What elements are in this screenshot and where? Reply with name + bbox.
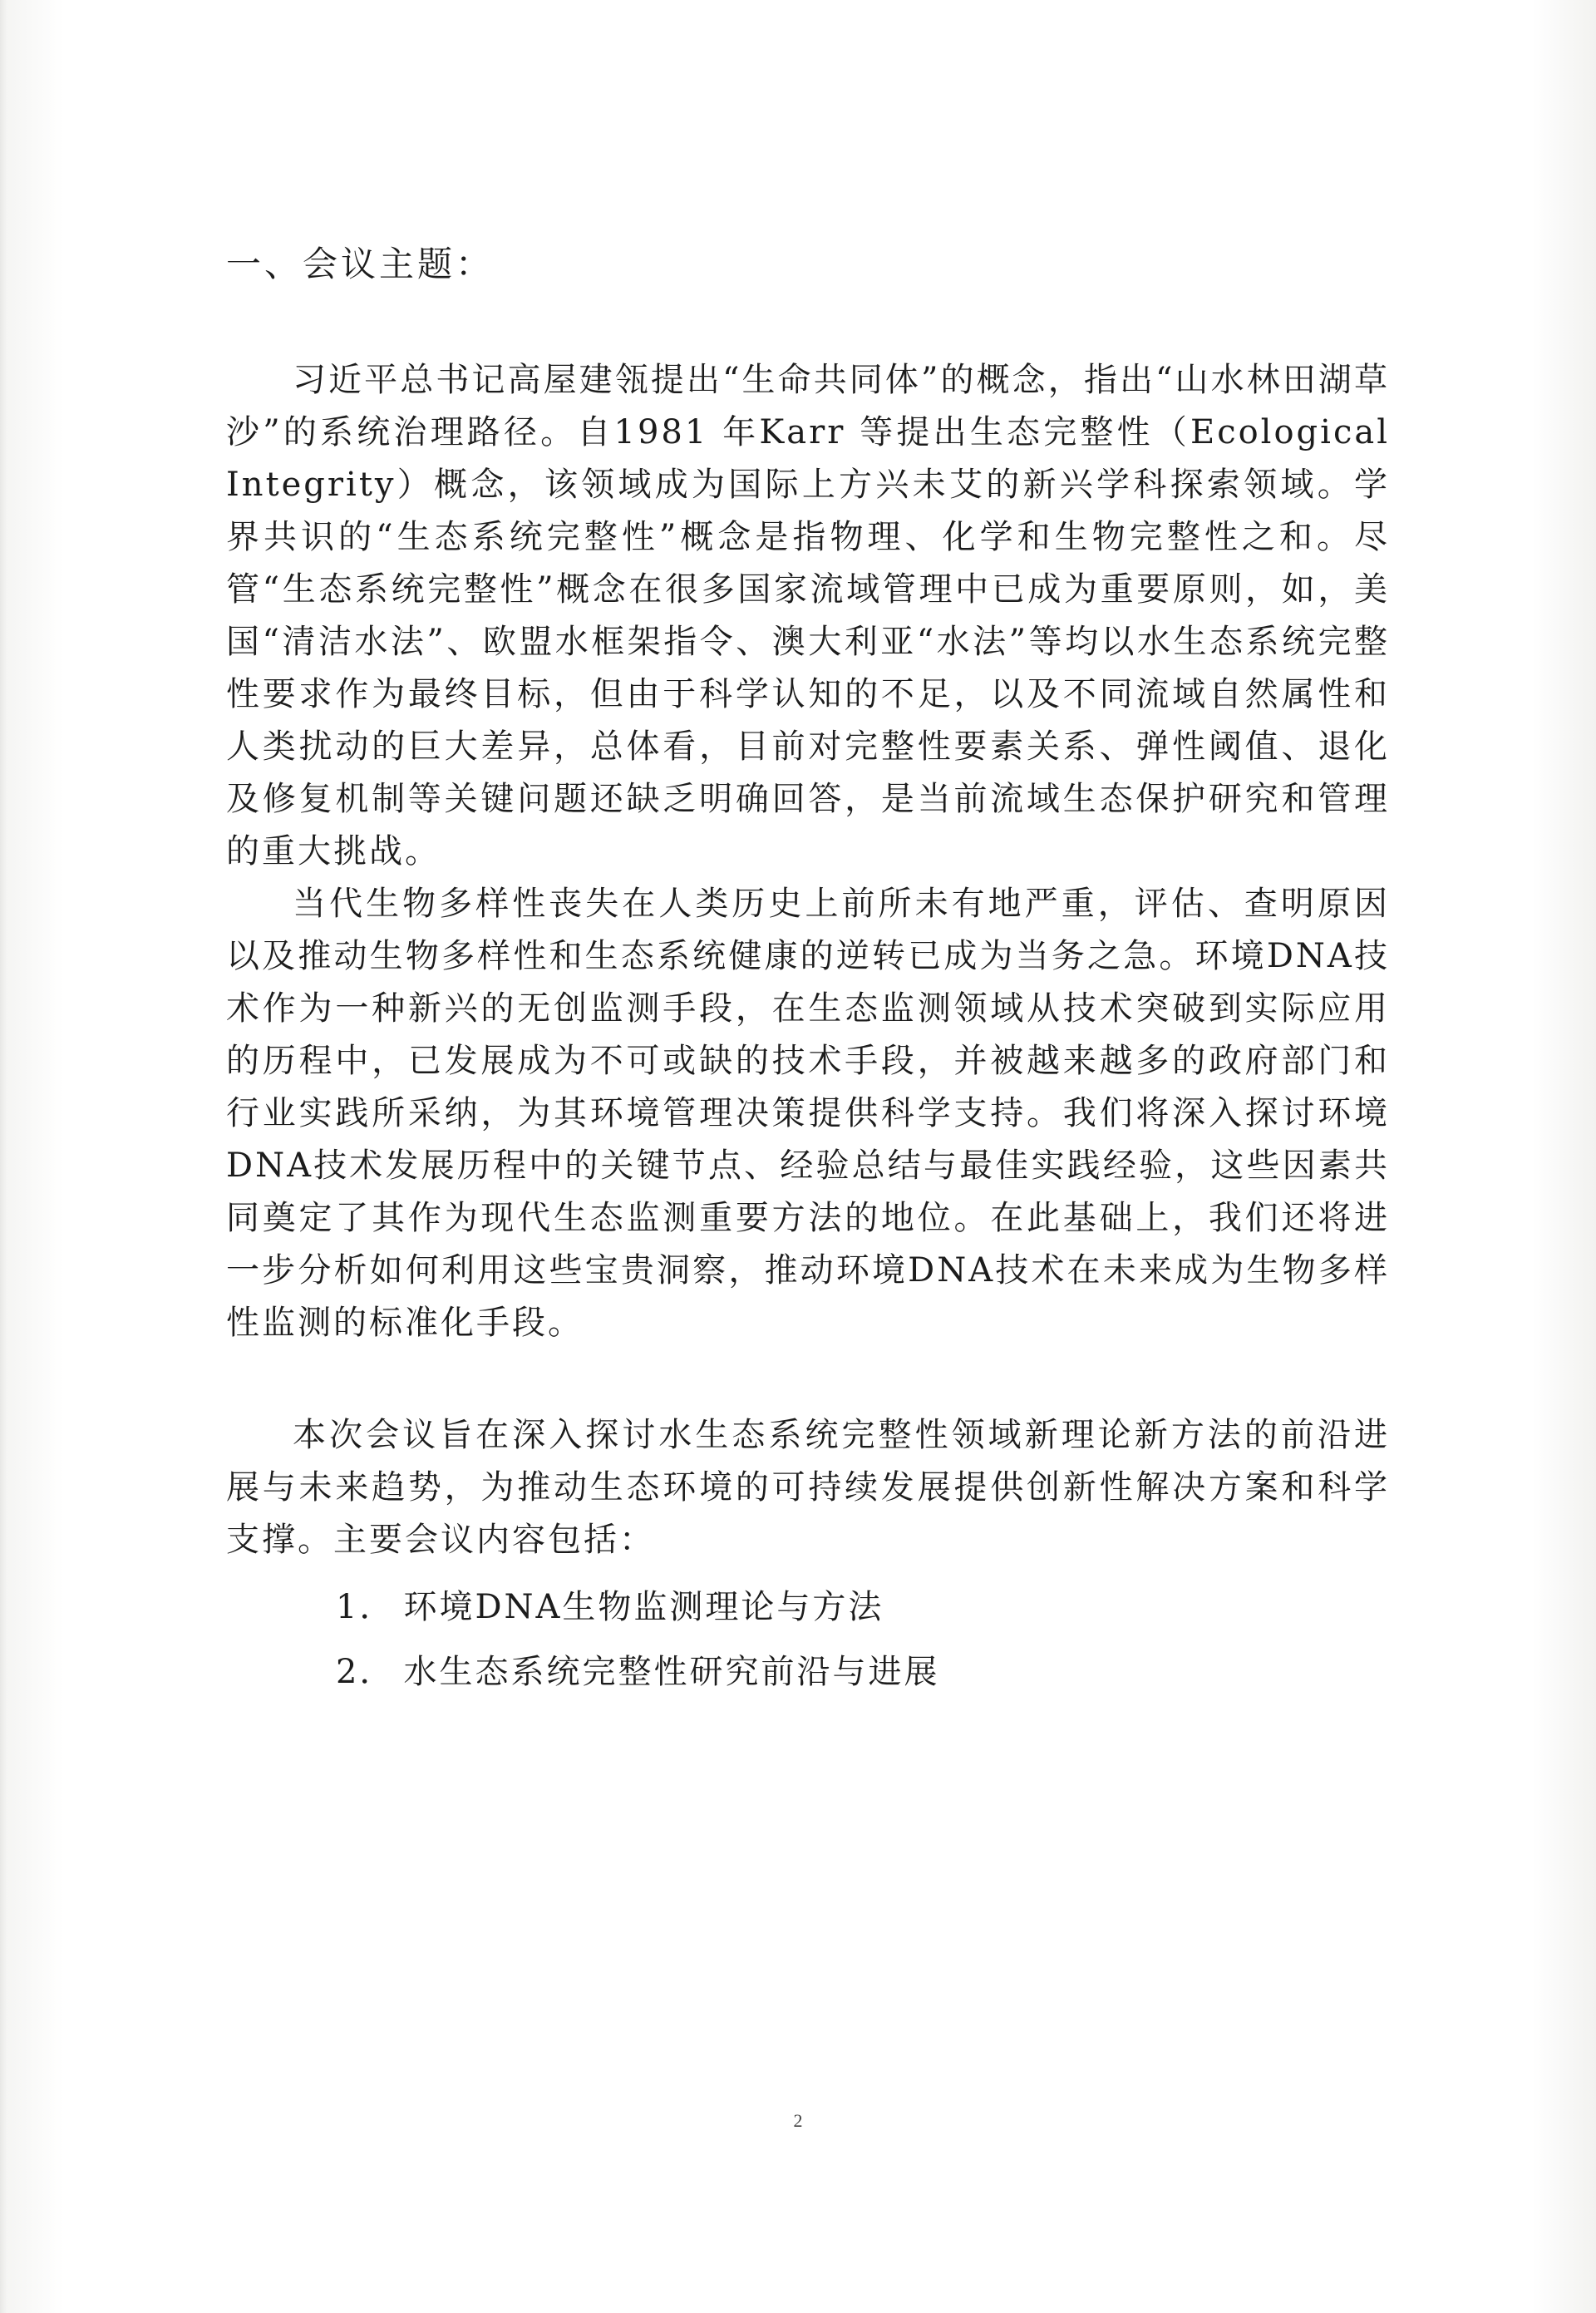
list-item-text: 环境DNA生物监测理论与方法 bbox=[403, 1588, 884, 1627]
list-item-number: 1． bbox=[336, 1588, 396, 1627]
paragraph-edna: 当代生物多样性丧失在人类历史上前所未有地严重，评估、查明原因以及推动生物多样性和生态系统健康的逆转已成为当务之急。环境DNA技术作为一种新兴的无创监测手段，在生态监测领域从技术突破到实际应用的历程中，已发展成为不可或缺的技术手段，并被越来越多的政府部门和行业实践所采纳，为其环境管理决策提供科学支持。我们将深入探讨环境DNA技术发展历程中的关键节点、经验总结与最佳实践经验，这些因素共同奠定了其作为现代生态监测重要方法的地位。在此基础上，我们还将进一步分析如何利用这些宝贵洞察，推动环境DNA技术在未来成为生物多样性监测的标准化手段。 bbox=[226, 885, 1390, 1343]
paragraph-conference-aim: 本次会议旨在深入探讨水生态系统完整性领域新理论新方法的前沿进展与未来趋势，为推动生态环境的可持续发展提供创新性解决方案和科学支撑。主要会议内容包括： bbox=[226, 1416, 1390, 1560]
topic-list bbox=[226, 1575, 1390, 1704]
list-item-text: 水生态系统完整性研究前沿与进展 bbox=[403, 1653, 940, 1692]
list-item bbox=[226, 1640, 1390, 1704]
page-number: 2 bbox=[793, 2110, 803, 2131]
scan-edge bbox=[0, 0, 7, 2313]
list-item bbox=[226, 1575, 1390, 1640]
document-body bbox=[226, 237, 1390, 1704]
section-heading: 一、会议主题： bbox=[226, 244, 495, 284]
paragraph-ecological-integrity: 习近平总书记高屋建瓴提出“生命共同体”的概念，指出“山水林田湖草沙”的系统治理路径。自1981 年Karr 等提出生态完整性（Ecological Integrity）概念，该领域成为国际上方兴未艾的新兴学科探索领域。学界共识的“生态系统完整性”概念是指物理、化学和生物完整性之和。尽管“生态系统完整性”概念在很多国家流域管理中已成为重要原则，如，美国“清洁水法”、欧盟水框架指令、澳大利亚“水法”等均以水生态系统完整性要求作为最终目标，但由于科学认知的不足，以及不同流域自然属性和人类扰动的巨大差异，总体看，目前对完整性要素关系、弹性阈值、退化及修复机制等关键问题还缺乏明确回答，是当前流域生态保护研究和管理的重大挑战。 bbox=[226, 361, 1390, 871]
list-item-number: 2． bbox=[336, 1653, 396, 1692]
